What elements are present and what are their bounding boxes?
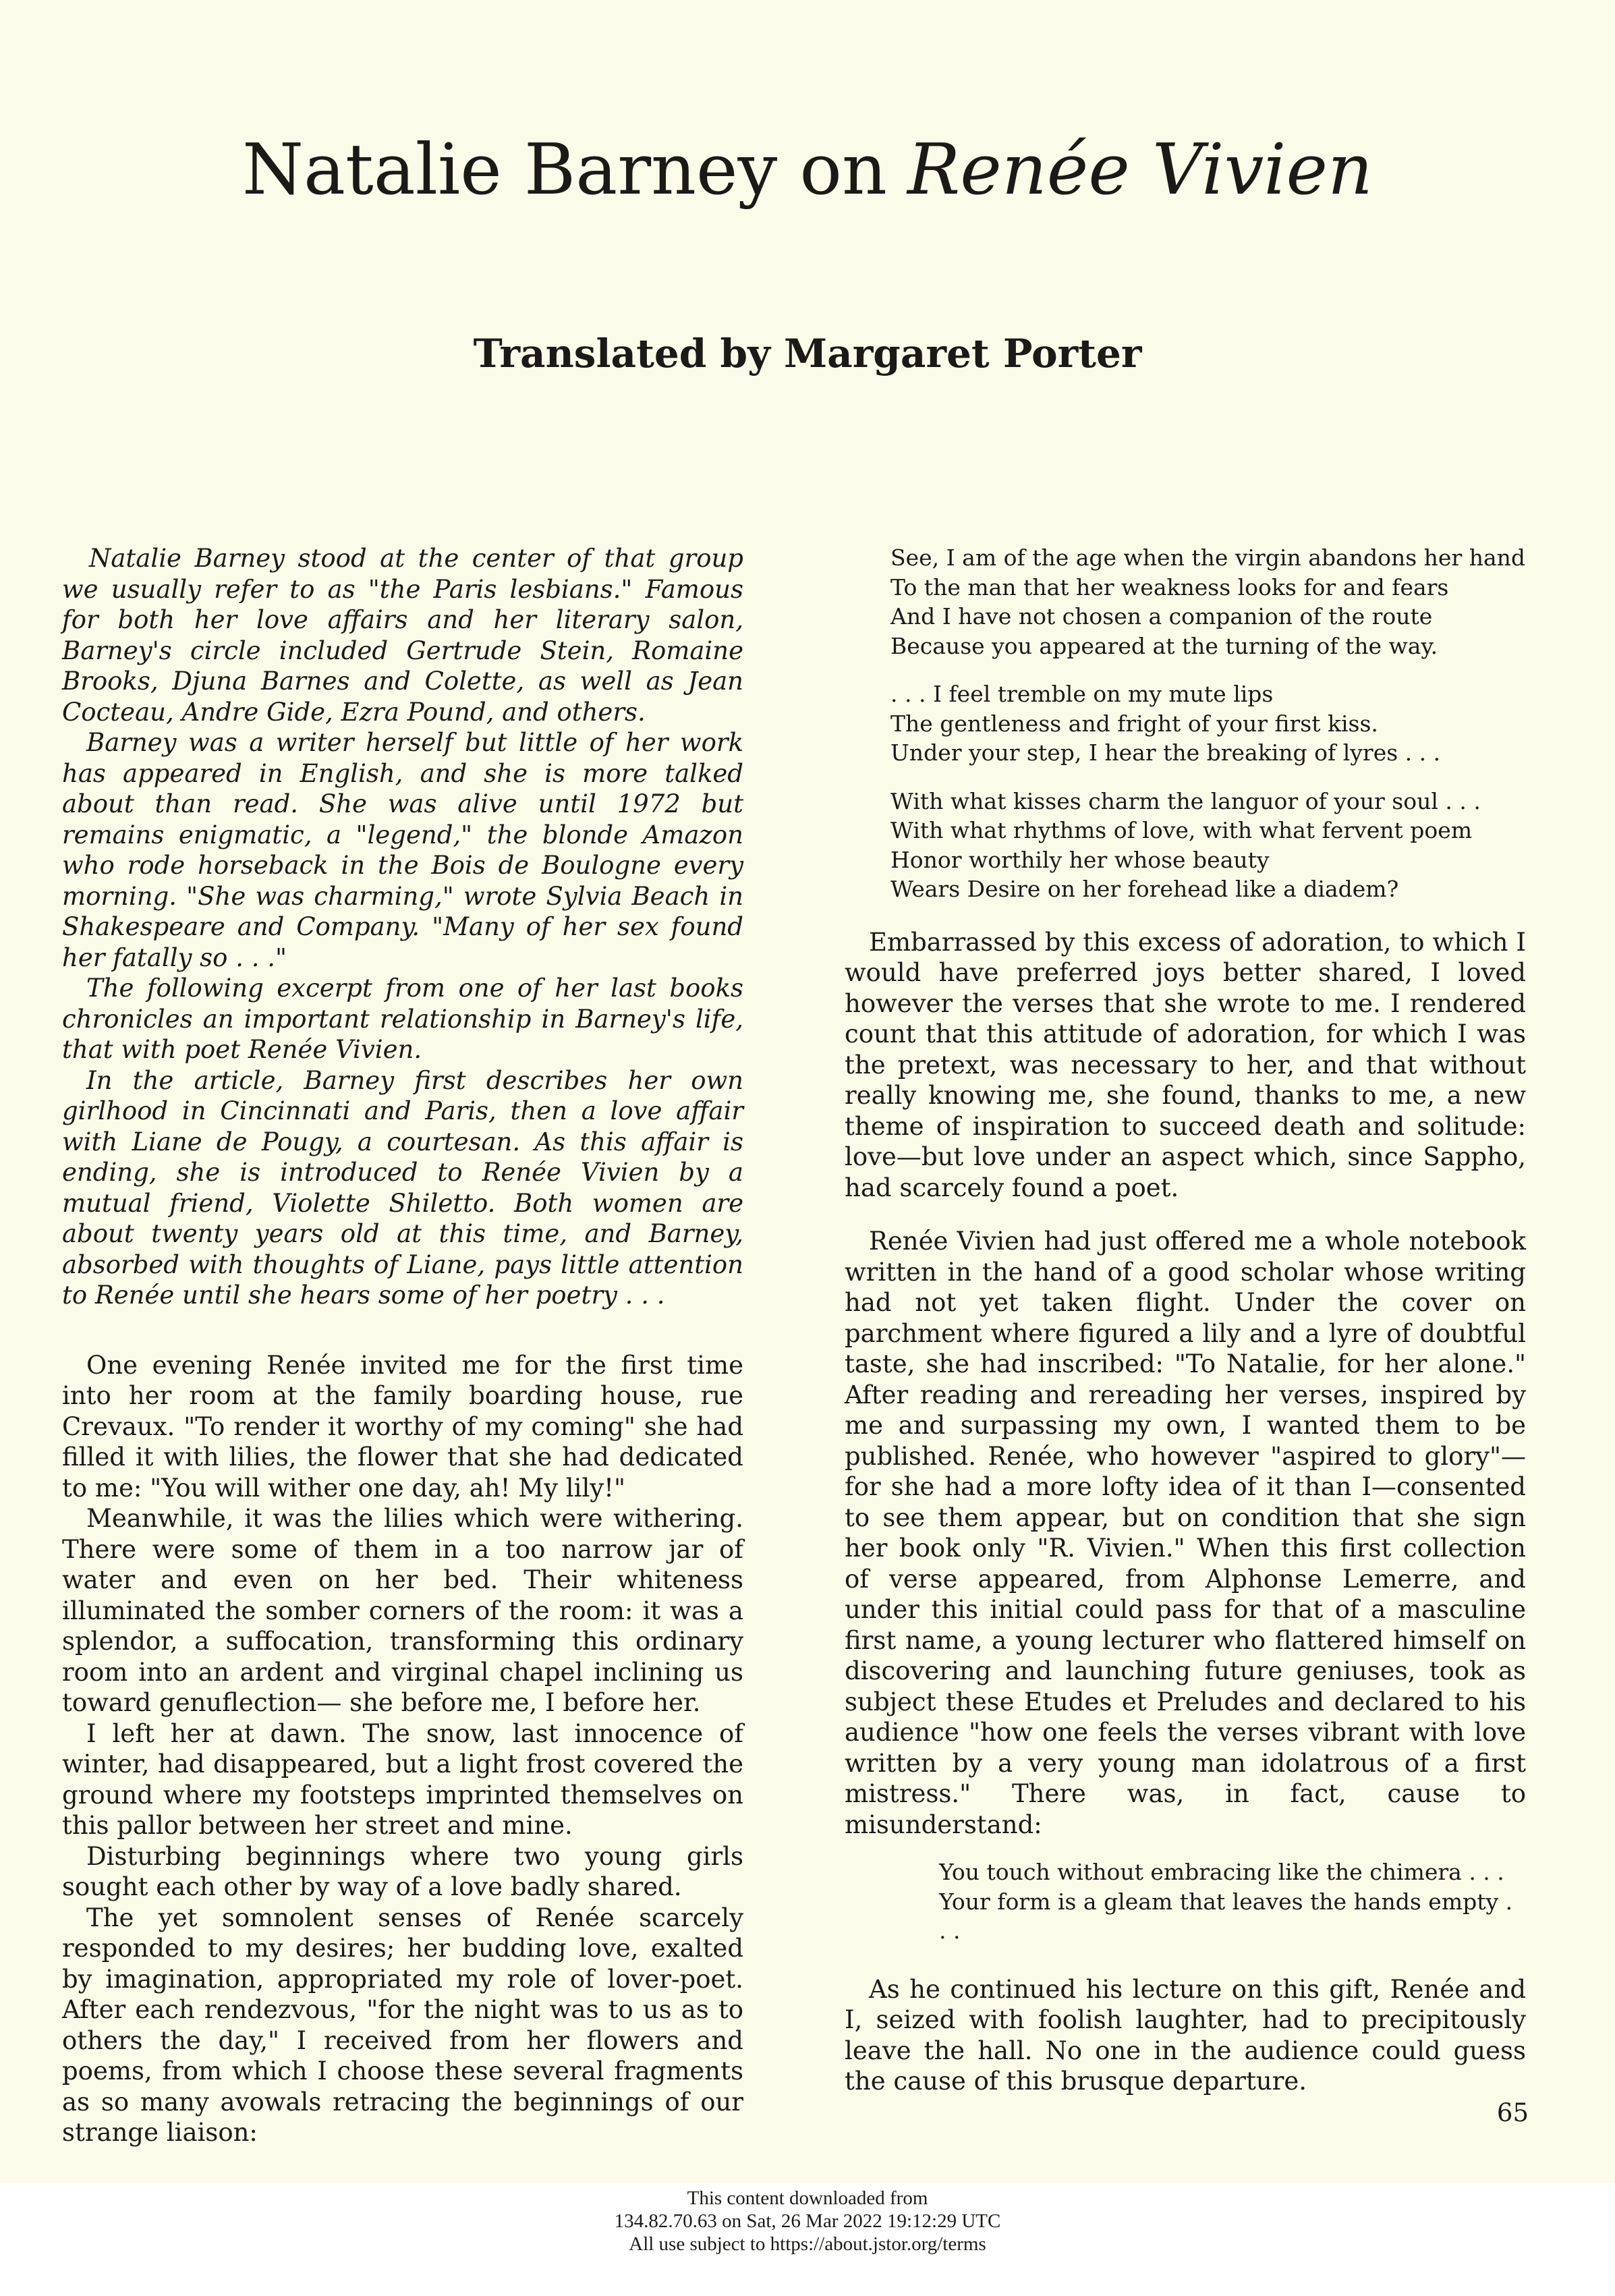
verse-line: You touch without embracing like the chimera . . . bbox=[939, 1859, 1504, 1885]
translator-subtitle: Translated by Margaret Porter bbox=[473, 331, 1142, 376]
verse-line: Under your step, I hear the breaking of lyres . . . bbox=[890, 739, 1441, 766]
editor-introduction bbox=[62, 543, 743, 1311]
verse-line: Wears Desire on her forehead like a diadem? bbox=[890, 876, 1399, 902]
body-paragraph: I left her at dawn. The snow, last innocence of winter, had disappeared, but a light frost covered the ground where my footsteps imprinted themselves on this pallor between her street and mine. bbox=[62, 1718, 743, 1840]
footer-line: 134.82.70.63 on Sat, 26 Mar 2022 19:12:29 UTC bbox=[614, 2210, 1001, 2232]
closing-text bbox=[845, 1974, 1526, 2097]
quoted-verse bbox=[939, 1857, 1526, 1946]
verse-line: Because you appeared at the turning of the way. bbox=[890, 632, 1438, 659]
body-paragraph: Meanwhile, it was the lilies which were withering. There were some of them in a too narrow jar of water and even on her bed. Their whiteness illuminated the somber corners of the room: it was a splendor, a suffocation, transforming this ordinary room into an ardent and virginal chapel inclining us toward genuflection— she before me, I before her. bbox=[62, 1504, 743, 1717]
body-paragraph: Embarrassed by this excess of adoration, to which I would have preferred joys better shared, I loved however the verses that she wrote to me. I rendered count that this attitude of adoration, for which I was the pretext, was necessary to her, and that without really knowing me, she found, thanks to me, a new theme of inspiration to succeed death and solitude: love—but love under an aspect which, since Sappho, had scarcely found a poet. bbox=[845, 927, 1526, 1202]
page-number: 65 bbox=[1496, 2098, 1529, 2127]
footer-line: All use subject to https://about.jstor.org/terms bbox=[629, 2233, 986, 2255]
verse-line: And I have not chosen a companion of the route bbox=[890, 603, 1433, 629]
right-body-text bbox=[845, 927, 1526, 1841]
intro-paragraph: The following excerpt from one of her last books chronicles an important relationship in Barney's life, that with poet Renée Vivien. bbox=[62, 974, 743, 1064]
footer-line: This content downloaded from bbox=[687, 2187, 928, 2209]
jstor-footer bbox=[0, 2183, 1615, 2296]
verse-line: With what rhythms of love, with what fervent poem bbox=[890, 817, 1473, 843]
poem-fragments bbox=[890, 543, 1526, 904]
body-paragraph: Disturbing beginnings where two young girls sought each other by way of a love badly shared. bbox=[62, 1841, 743, 1901]
intro-paragraph: Natalie Barney stood at the center of that group we usually refer to as "the Paris lesbians." Famous for both her love affairs and her literary salon, Barney's circle included Gertrude Stein, Romaine Brooks, Djuna Barnes and Colette, as well as Jean Cocteau, Andre Gide, Ezra Pound, and others. bbox=[62, 544, 743, 727]
right-column bbox=[845, 543, 1526, 2097]
title-main: Natalie Barney on bbox=[242, 128, 887, 211]
body-paragraph: As he continued his lecture on this gift, Renée and I, seized with foolish laughter, had to precipitously leave the hall. No one in the audience could guess the cause of this brusque departure. bbox=[845, 1974, 1526, 2096]
verse-line: To the man that her weakness looks for and fears bbox=[890, 573, 1449, 600]
title-italic: Renée Vivien bbox=[907, 128, 1373, 211]
left-column bbox=[62, 543, 743, 2148]
left-body-text bbox=[62, 1350, 743, 2148]
body-paragraph: One evening Renée invited me for the first time into her room at the family boarding house, rue Crevaux. "To render it worthy of my coming" she had filled it with lilies, the flower that she had dedicated to me: "You will wither one day, ah! My lily!" bbox=[62, 1350, 743, 1503]
verse-line: . . . I feel tremble on my mute lips bbox=[890, 681, 1274, 707]
article-title bbox=[0, 128, 1615, 211]
body-paragraph: Renée Vivien had just offered me a whole notebook written in the hand of a good scholar whose writing had not yet taken flight. Under the cover on parchment where figured a lily and a lyre of doubtful taste, she had inscribed: "To Natalie, for her alone." After reading and rereading her verses, inspired by me and surpassing my own, I wanted them to be published. Renée, who however "aspired to glory"—for she had a more lofty idea of it than I—consented to see them appear, but on condition that she sign her book only "R. Vivien." When this first collection of verse appeared, from Alphonse Lemerre, and under this initial could pass for that of a masculine first name, a young lecturer who flattered himself on discovering and launching future geniuses, took as subject these Etudes et Preludes and declared to his audience "how one feels the verses vibrant with love written by a very young man idolatrous of a first mistress." There was, in fact, cause to misunderstand: bbox=[845, 1227, 1526, 1839]
verse-line: The gentleness and fright of your first kiss. bbox=[890, 710, 1378, 737]
body-paragraph: The yet somnolent senses of Renée scarcely responded to my desires; her budding love, exalted by imagination, appropriated my role of lover-poet. After each rendezvous, "for the night was to us as to others the day," I received from her flowers and poems, from which I choose these several fragments as so many avowals retracing the beginnings of our strange liaison: bbox=[62, 1903, 743, 2147]
verse-line: Your form is a gleam that leaves the hands empty . . . bbox=[939, 1888, 1513, 1944]
verse-line: See, I am of the age when the virgin abandons her hand bbox=[890, 544, 1525, 571]
verse-line: With what kisses charm the languor of your soul . . . bbox=[890, 787, 1481, 814]
intro-paragraph: In the article, Barney first describes her own girlhood in Cincinnati and Paris, then a love affair with Liane de Pougy, a courtesan. As this affair is ending, she is introduced to Renée Vivien by a mutual friend, Violette Shiletto. Both women are about twenty years old at this time, and Barney, absorbed with thoughts of Liane, pays little attention to Renée until she hears some of her poetry . . . bbox=[62, 1065, 743, 1310]
intro-paragraph: Barney was a writer herself but little of her work has appeared in English, and she is more talked about than read. She was alive until 1972 but remains enigmatic, a "legend," the blonde Amazon who rode horseback in the Bois de Boulogne every morning. "She was charming," wrote Sylvia Beach in Shakespeare and Company. "Many of her sex found her fatally so . . ." bbox=[62, 728, 743, 972]
verse-line: Honor worthily her whose beauty bbox=[890, 846, 1270, 873]
